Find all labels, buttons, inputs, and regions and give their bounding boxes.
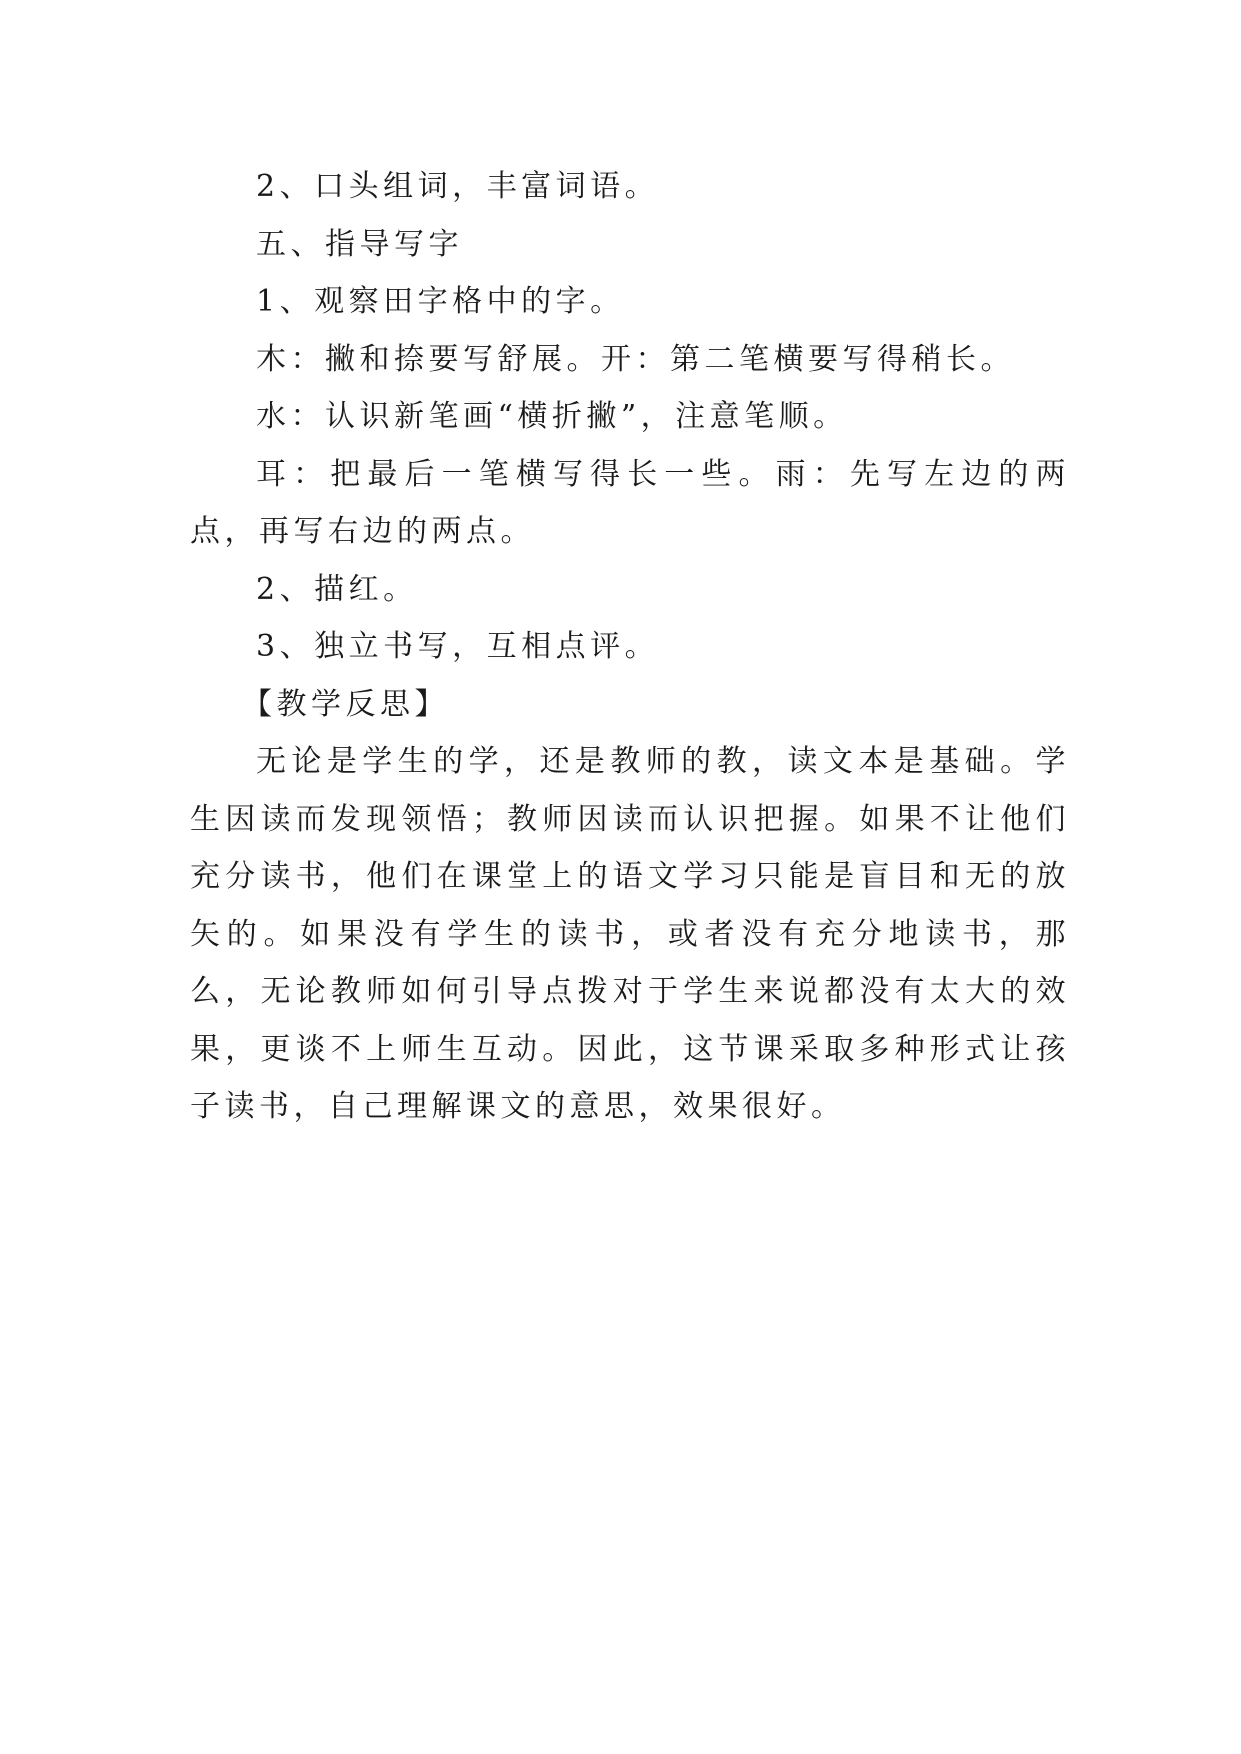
paragraph-observe-grid: 1、观察田字格中的字。 [256,284,625,319]
paragraph-mu-kai: 木：撇和捺要写舒展。开：第二笔横要写得稍长。 [256,341,1015,377]
paragraph-shui: 水：认识新笔画“横折撇”，注意笔顺。 [256,399,848,434]
paragraph-reflection-body: 无论是学生的学，还是教师的教，读文本是基础。学生因读而发现领悟；教师因读而认识把握。如果不让他们充分读书，他们在课堂上的语文学习只能是盲目和无的放矢的。如果没有学生的读书，或者没有充分地读书，那么，无论教师如何引导点拨对于学生来说都没有太大的效果，更谈不上师生互动。因此，这节课采取多种形式让孩子读书，自己理解课文的意思，效果很好。 [190,744,1070,1124]
section-heading-reflection: 【教学反思】 [242,686,449,722]
paragraph-tracing: 2、描红。 [256,571,418,607]
section-heading-writing-guidance: 五、指导写字 [256,226,463,262]
document-body [190,158,1070,1136]
paragraph-oral-word-building: 2、口头组词，丰富词语。 [256,169,660,204]
paragraph-er-yu: 耳：把最后一笔横写得长一些。雨：先写左边的两点，再写右边的两点。 [190,456,1070,549]
paragraph-independent-writing: 3、独立书写，互相点评。 [256,629,660,664]
